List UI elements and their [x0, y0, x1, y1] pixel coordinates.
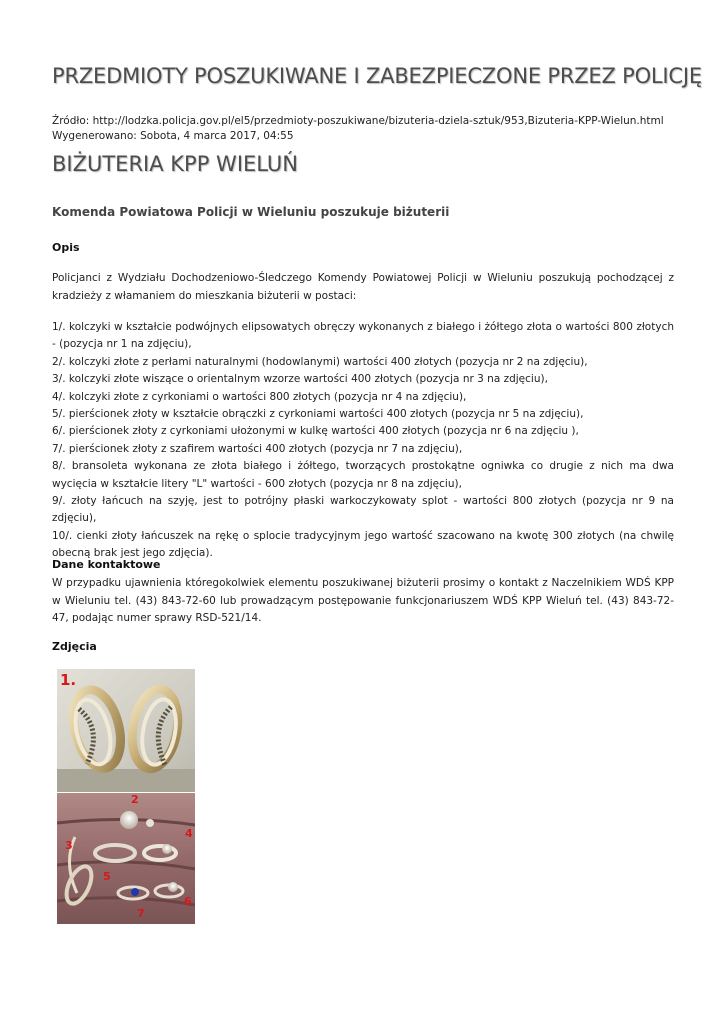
- photo-label: 5: [103, 870, 111, 883]
- list-item: 1/. kolczyki w kształcie podwójnych elipsowatych obręczy wykonanych z białego i żółtego złota o wartości 800 złotych - (pozycja nr 1 na zdjęciu),: [52, 321, 674, 351]
- article-title: BIŻUTERIA KPP WIELUŃ: [52, 152, 299, 176]
- article-lead: Komenda Powiatowa Policji w Wieluniu poszukuje biżuterii: [52, 205, 450, 219]
- description-heading: Opis: [52, 241, 80, 254]
- photo-label: 6: [184, 895, 192, 908]
- source-line: Źródło: http://lodzka.policja.gov.pl/el5/przedmioty-poszukiwane/bizuteria-dziela-sztuk/953,Bizuteria-KPP-Wielun.html: [52, 115, 664, 127]
- photo-rings: [57, 793, 195, 924]
- list-item: 6/. pierścionek złoty z cyrkoniami ułożonymi w kulkę wartości 400 złotych (pozycja nr 6 na zdjęciu ),: [52, 425, 579, 438]
- photos-heading: Zdjęcia: [52, 640, 97, 653]
- generated-line: Wygenerowano: Sobota, 4 marca 2017, 04:55: [52, 130, 294, 142]
- contact-heading: Dane kontaktowe: [52, 558, 161, 571]
- photo-label: 7: [137, 907, 145, 920]
- rings-image: [57, 793, 195, 924]
- photo-label: 1.: [60, 671, 77, 689]
- document-meta: [52, 114, 664, 144]
- photo-earrings: [57, 669, 195, 792]
- earrings-image: [57, 669, 195, 792]
- list-item: 3/. kolczyki złote wiszące o orientalnym wzorze wartości 400 złotych (pozycja nr 3 na zdjęciu),: [52, 373, 548, 386]
- items-list: [52, 319, 674, 563]
- photo-label: 2: [131, 793, 139, 806]
- document-title: PRZEDMIOTY POSZUKIWANE I ZABEZPIECZONE PRZEZ POLICJĘ: [52, 64, 702, 88]
- list-item: 7/. pierścionek złoty z szafirem wartości 400 złotych (pozycja nr 7 na zdjęciu),: [52, 442, 463, 455]
- list-item: 8/. bransoleta wykonana ze złota białego i żółtego, tworzących prostokątne ogniwka co drugie z nich ma dwa wycięcia w kształcie litery "L" wartości - 600 złotych (pozycja nr 8 na zdjęciu),: [52, 460, 674, 490]
- list-item: 4/. kolczyki złote z cyrkoniami o wartości 800 złotych (pozycja nr 4 na zdjęciu),: [52, 390, 467, 403]
- list-item: 9/. złoty łańcuch na szyję, jest to potrójny płaski warkoczykowaty splot - wartości 800 złotych (pozycja nr 9 na zdjęciu),: [52, 495, 674, 525]
- list-item: 2/. kolczyki złote z perłami naturalnymi (hodowlanymi) wartości 400 złotych (pozycja nr 2 na zdjęciu),: [52, 355, 588, 368]
- contact-text: W przypadku ujawnienia któregokolwiek elementu poszukiwanej biżuterii prosimy o kontakt z Naczelnikiem WDŚ KPP w Wieluniu tel. (43) 843-72-60 lub prowadzącym postępowanie funkcjonariuszem WDŚ KPP Wieluń tel. (43) 843-72-47, podając numer sprawy RSD-521/14.: [52, 577, 674, 624]
- description-intro: Policjanci z Wydziału Dochodzeniowo-Śledczego Komendy Powiatowej Policji w Wieluniu poszukują pochodzącej z kradzieży z włamaniem do mieszkania biżuterii w postaci:: [52, 272, 674, 302]
- photo-label: 4: [185, 827, 193, 840]
- photo-label: 3: [65, 839, 73, 852]
- list-item: 5/. pierścionek złoty w kształcie obrączki z cyrkoniami wartości 400 złotych (pozycja nr 5 na zdjęciu),: [52, 408, 584, 421]
- list-item: 10/. cienki złoty łańcuszek na rękę o splocie tradycyjnym jego wartość szacowano na kwotę 300 złotych (na chwilę obecną brak jest jego zdjęcia).: [52, 529, 674, 560]
